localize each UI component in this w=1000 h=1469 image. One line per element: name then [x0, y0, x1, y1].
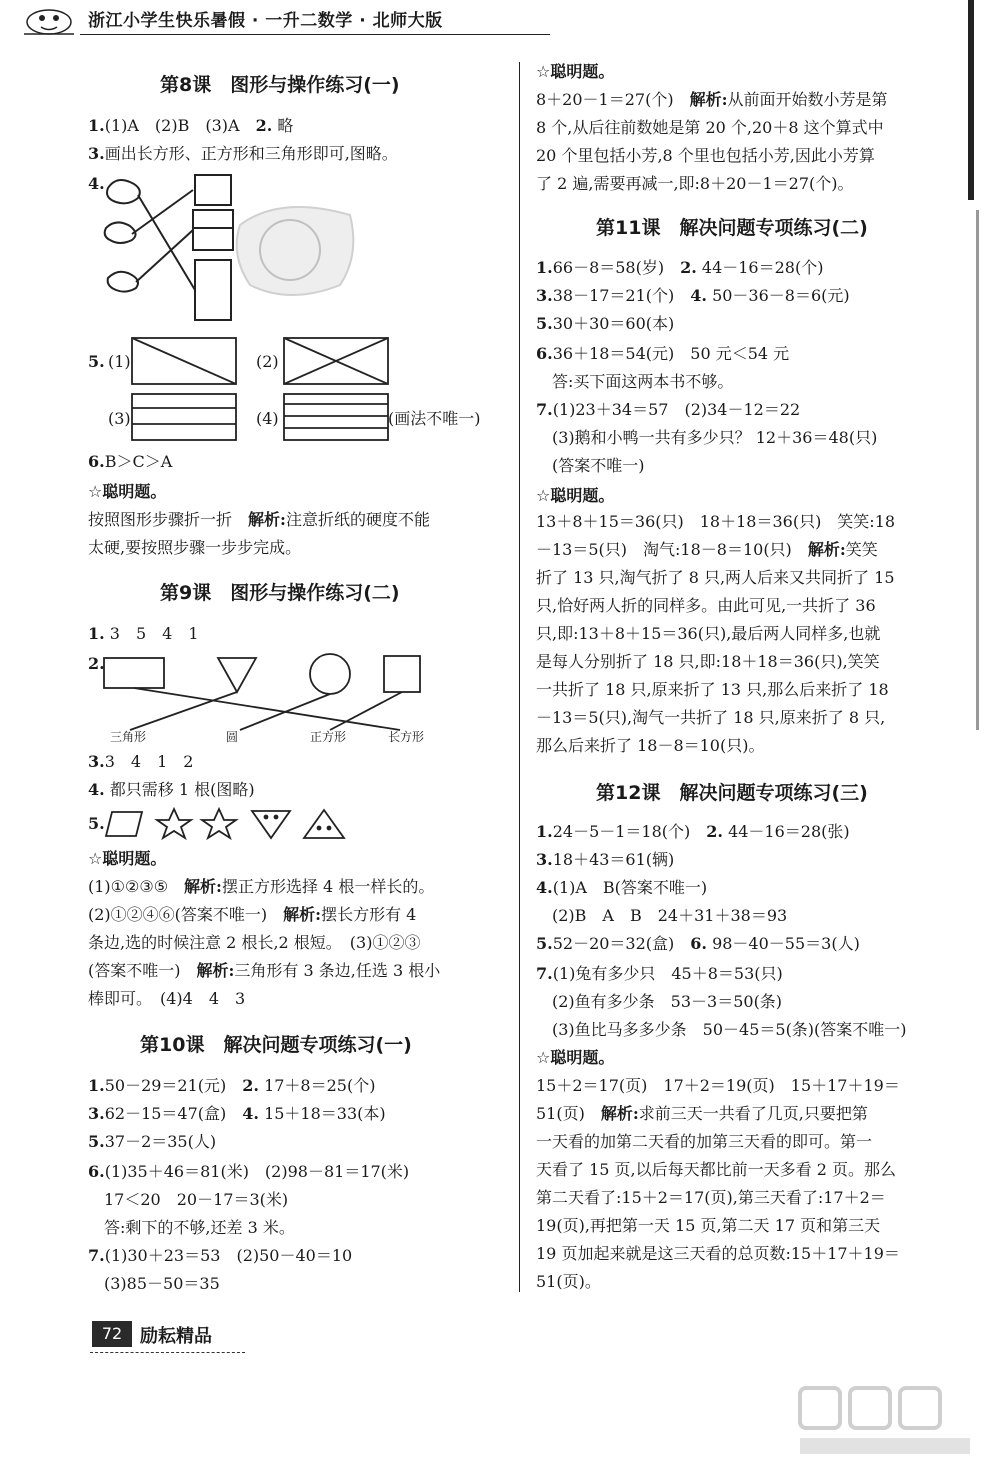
- l12-p2: 51(页) 解析:求前三天一共看了几页,只要把第: [536, 1104, 868, 1123]
- binding-edge: [968, 0, 974, 200]
- l12-p3: 一天看的加第二天看的加第三天看的即可。第一: [536, 1132, 873, 1151]
- l10-q7b: (3)85－50＝35: [104, 1274, 220, 1293]
- l12-q5: 5.52－20＝32(盒) 6. 98－40－55＝3(人): [536, 934, 860, 953]
- l12-q4: 4.(1)A B(答案不唯一): [536, 878, 708, 897]
- l11-q1: 1.66－8＝58(岁) 2. 44－16＝28(个): [536, 258, 824, 277]
- l11-p5: 只,即:13＋8＋15＝36(只),最后两人同样多,也就: [536, 624, 881, 643]
- l12-p4: 天看了 15 页,以后每天都比前一天多看 2 页。那么: [536, 1160, 896, 1179]
- lesson-12-title: 第12课 解决问题专项练习(三): [596, 782, 868, 804]
- l12-q4b: (2)B A B 24＋31＋38＝93: [552, 906, 788, 925]
- page-number: 72: [92, 1321, 132, 1347]
- l11-p2: －13＝5(只) 淘气:18－8＝10(只) 解析:笑笑: [536, 540, 878, 559]
- l9-s2: (2)①②④⑥(答案不唯一) 解析:摆长方形有 4: [88, 905, 417, 924]
- column-divider: [519, 62, 520, 1292]
- l8-p1: 按照图形步骤折一折 解析:注意折纸的硬度不能: [88, 510, 430, 529]
- l9-q2-shape-matching: [100, 652, 440, 732]
- right-smart-top: ☆聪明题。: [536, 62, 615, 81]
- l11-p6: 是每人分别折了 18 只,即:18＋18＝36(只),笑笑: [536, 652, 880, 671]
- l8-q5-note: (画法不唯一): [388, 409, 481, 428]
- l9-q5-label: 5.: [88, 814, 105, 833]
- l12-q1: 1.24－5－1＝18(个) 2. 44－16＝28(张): [536, 822, 850, 841]
- l12-p8: 51(页)。: [536, 1272, 601, 1291]
- l9-q2-label: 2.: [88, 654, 105, 673]
- label-square: 正方形: [310, 730, 347, 744]
- l11-q7c: (答案不唯一): [552, 456, 645, 475]
- l12-p5: 第二天看了:15＋2＝17(页),第三天看了:17＋2＝: [536, 1188, 886, 1207]
- l12-q3: 3.18＋43＝61(辆): [536, 850, 675, 869]
- l10-q1: 1.50－29＝21(元) 2. 17＋8＝25(个): [88, 1076, 376, 1095]
- l8-q5-2: (2): [256, 352, 279, 371]
- l9-smart: ☆聪明题。: [88, 849, 167, 868]
- l11-p4: 只,恰好两人折的同样多。由此可见,一共折了 36: [536, 596, 876, 615]
- l8-q5-3: (3): [108, 409, 131, 428]
- l9-q3: 3.3 4 1 2: [88, 752, 194, 771]
- r-t3: 20 个里包括小芳,8 个里也包括小芳,因此小芳算: [536, 146, 875, 165]
- l11-q3: 3.38－17＝21(个) 4. 50－36－8＝6(元): [536, 286, 850, 305]
- l10-q7: 7.(1)30＋23＝53 (2)50－40＝10: [88, 1246, 353, 1265]
- l9-s3: 条边,选的时候注意 2 根长,2 根短。 (3)①②③: [88, 933, 421, 952]
- l8-smart: ☆聪明题。: [88, 482, 167, 501]
- l8-p2: 太硬,要按照步骤一步步完成。: [88, 538, 302, 557]
- l8-q5-rectangles: [130, 336, 390, 446]
- l12-p6: 19(页),再把第一天 15 页,第二天 17 页和第三天: [536, 1216, 881, 1235]
- l9-q4: 4. 都只需移 1 根(图略): [88, 780, 255, 799]
- lesson-9-title: 第9课 图形与操作练习(二): [160, 582, 400, 604]
- binding-edge-shadow: [976, 210, 979, 730]
- l9-q5-shapes: [104, 806, 354, 842]
- l8-q3: 3.画出长方形、正方形和三角形即可,图略。: [88, 144, 398, 163]
- header-cartoon-icon: [14, 0, 84, 36]
- l8-q5-1: (1): [108, 352, 131, 371]
- l11-q6b: 答:买下面这两本书不够。: [552, 372, 734, 391]
- l10-q6: 6.(1)35＋46＝81(米) (2)98－81＝17(米): [88, 1162, 410, 1181]
- l8-q5-4: (4): [256, 409, 279, 428]
- l9-s4: (答案不唯一) 解析:三角形有 3 条边,任选 3 根小: [88, 961, 441, 980]
- label-triangle: 三角形: [110, 730, 147, 744]
- label-circle: 圆: [226, 730, 239, 744]
- l11-q6: 6.36＋18＝54(元) 50 元＜54 元: [536, 344, 790, 363]
- header-title: 浙江小学生快乐暑假 · 一升二数学 · 北师大版: [88, 11, 443, 31]
- r-t2: 8 个,从后往前数她是第 20 个,20＋8 这个算式中: [536, 118, 884, 137]
- l11-q5: 5.30＋30＝60(本): [536, 314, 675, 333]
- l10-q6c: 答:剩下的不够,还差 3 米。: [104, 1218, 295, 1237]
- l11-smart: ☆聪明题。: [536, 486, 615, 505]
- l8-q6: 6.B＞C＞A: [88, 452, 173, 471]
- l11-q7: 7.(1)23＋34＝57 (2)34－12＝22: [536, 400, 801, 419]
- l12-q7c: (3)鱼比马多多少条 50－45＝5(条)(答案不唯一): [552, 1020, 907, 1039]
- header-rule: [80, 34, 550, 35]
- l12-q7b: (2)鱼有多少条 53－3＝50(条): [552, 992, 783, 1011]
- l11-p3: 折了 13 只,淘气折了 8 只,两人后来又共同折了 15: [536, 568, 895, 587]
- l11-p1: 13＋8＋15＝36(只) 18＋18＝36(只) 笑笑:18: [536, 512, 896, 531]
- l9-s1: (1)①②③⑤ 解析:摆正方形选择 4 根一样长的。: [88, 877, 435, 896]
- l8-q1: 1.(1)A (2)B (3)A 2. 略: [88, 116, 294, 135]
- footer-brand: 励耘精品: [140, 1326, 212, 1347]
- l10-q5: 5.37－2＝35(人): [88, 1132, 217, 1151]
- label-rectangle: 长方形: [388, 730, 425, 744]
- watermark-logo: [790, 1380, 980, 1460]
- l9-s5: 棒即可。 (4)4 4 3: [88, 989, 246, 1008]
- l11-p8: －13＝5(只),淘气一共折了 18 只,原来折了 8 只,: [536, 708, 886, 727]
- l12-p1: 15＋2＝17(页) 17＋2＝19(页) 15＋17＋19＝: [536, 1076, 900, 1095]
- l12-p7: 19 页加起来就是这三天看的总页数:15＋17＋19＝: [536, 1244, 900, 1263]
- l11-q7b: (3)鹅和小鸭一共有多少只？ 12＋36＝48(只): [552, 428, 878, 447]
- l12-smart: ☆聪明题。: [536, 1048, 615, 1067]
- lesson-10-title: 第10课 解决问题专项练习(一): [140, 1034, 412, 1056]
- watermark-stamp: [230, 195, 360, 305]
- l11-p9: 那么后来折了 18－8＝10(只)。: [536, 736, 765, 755]
- l8-q5-label: 5.: [88, 352, 105, 371]
- r-t1: 8＋20－1＝27(个) 解析:从前面开始数小芳是第: [536, 90, 888, 109]
- l10-q6b: 17＜20 20－17＝3(米): [104, 1190, 289, 1209]
- l9-q1: 1. 3 5 4 1: [88, 624, 199, 643]
- lesson-8-title: 第8课 图形与操作练习(一): [160, 74, 400, 96]
- l8-q4-label: 4.: [88, 174, 105, 193]
- l12-q7: 7.(1)兔有多少只 45＋8＝53(只): [536, 964, 783, 983]
- lesson-11-title: 第11课 解决问题专项练习(二): [596, 217, 868, 239]
- l11-p7: 一共折了 18 只,原来折了 13 只,那么后来折了 18: [536, 680, 889, 699]
- r-t4: 了 2 遍,需要再减一,即:8＋20－1＝27(个)。: [536, 174, 854, 193]
- l10-q3: 3.62－15＝47(盒) 4. 15＋18＝33(本): [88, 1104, 386, 1123]
